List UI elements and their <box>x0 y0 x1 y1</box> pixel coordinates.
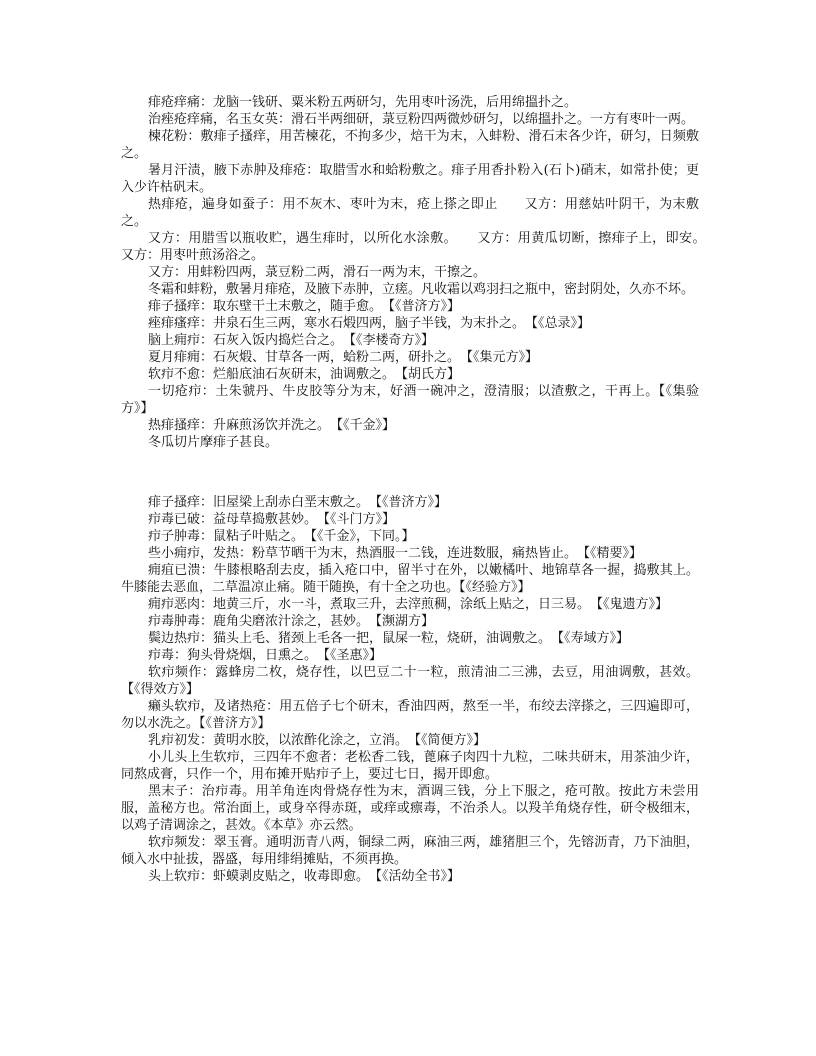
paragraph: 疖毒已破：益母草捣敷甚妙。 【《斗门方》】 <box>148 512 396 527</box>
paragraph: 又方：用蚌粉四两，菉豆粉二两，滑石一两为末，干擦之。 <box>148 265 487 280</box>
paragraph: 治痤疮痒痛，名玉女英：滑石半两细研，菉豆粉四两微炒研匀，以绵搵扑之。一方有枣叶一两。 <box>148 112 695 127</box>
paragraph: 冬瓜切片摩痱子甚良。 <box>148 435 279 450</box>
paragraph: 痱子搔痒：旧屋梁上刮赤白垩末敷之。 【《普济方》】 <box>148 495 448 510</box>
paragraph: 些小痈疖，发热：粉草节晒干为末，热酒服一二钱，连进数服，痛热皆止。 【《精要》】 <box>148 546 643 561</box>
paragraph: 鬓边热疖：猫头上毛、猪颈上毛各一把，鼠屎一粒，烧研，油调敷之。 【《寿域方》】 <box>148 631 630 646</box>
paragraph: 软疖不愈：烂船底油石灰研末，油调敷之。 【胡氏方】 <box>148 367 461 382</box>
paragraph: 冬霜和蚌粉，敷暑月痱疮，及腋下赤肿，立瘥。凡收霜以鸡羽扫之瓶中，密封阴处，久亦不坏。 <box>148 282 695 297</box>
paragraph: 夏月痱痈：石灰煅、甘草各一两，蛤粉二两，研扑之。 【《集元方》】 <box>148 350 539 365</box>
paragraph: 痱疮痒痛：龙脑一钱研、粟米粉五两研匀，先用枣叶汤洗，后用绵搵扑之。 <box>148 95 578 110</box>
paragraph: 痈疖恶肉：地黄三斤，水一斗，煮取三升，去滓煎稠，涂纸上贴之，日三易。 【《鬼遗方》】 <box>148 597 669 612</box>
paragraph: 小儿头上生软疖，三四年不愈者：老松香二钱，蓖麻子肉四十九粒，二味共研末，用茶油少许，同熬成膏，只作一个，用布摊开贴疖子上，要过七日，揭开即愈。 <box>121 750 699 782</box>
paragraph: 热痱搔痒：升麻煎汤饮并洗之。 【《千金》】 <box>148 418 396 433</box>
paragraph: 热痱疮，遍身如蚕子：用不灰木、枣叶为末，疮上搽之即止 又方：用慈姑叶阴干，为末敷之。 <box>121 197 699 229</box>
paragraph: 疖子肿毒：鼠粘子叶贴之。 【《千金》，下同。】 <box>148 529 415 544</box>
paragraph: 癞头软疖，及诸热疮：用五倍子七个研末，香油四两，熬至一半，布绞去滓搽之，三四遍即可，勿以水洗之。【《普济方》】 <box>121 699 699 731</box>
paragraph-gap <box>121 464 699 481</box>
document-page <box>121 94 726 885</box>
paragraph: 痈疽已溃：牛膝根略刮去皮，插入疮口中，留半寸在外，以嫩橘叶、地锦草各一握，捣敷其上。牛膝能去恶血，二草温凉止痛。随干随换，有十全之功也。【《经验方》】 <box>121 563 699 595</box>
paragraph: 暑月汗渍，腋下赤肿及痱疮：取腊雪水和蛤粉敷之。痱子用香扑粉入(石卜)硝末，如常扑使；更入少许枯矾末。 <box>121 163 699 195</box>
paragraph: 一切疮疖：土朱虢丹、牛皮胶等分为末，好酒一碗冲之，澄清服；以渣敷之，干再上。【《集验方》】 <box>121 384 699 416</box>
paragraph: 头上软疖：虾蟆剥皮贴之，收毒即愈。 【《活幼全书》】 <box>148 869 461 884</box>
paragraph: 痱子搔痒：取东壁干土末敷之，随手愈。 【《普济方》】 <box>148 299 461 314</box>
paragraph: 痤痱瘙痒：井泉石生三两，寒水石煅四两，脑子半钱，为末扑之。 【《总录》】 <box>148 316 591 331</box>
paragraph: 黑末子：治疖毒。用羊角连肉骨烧存性为末，酒调三钱，分上下服之，疮可散。按此方未尝用服，盖秘方也。常治面上，或身卒得赤斑，或痒或瘭毒，不治杀人。以羖羊角烧存性，研令极细末，以鸡子清调涂之，甚效。《本草》亦云然。 <box>121 784 699 833</box>
paragraph: 脑上痈疖：石灰入饭内捣烂合之。 【《李楼奇方》】 <box>148 333 435 348</box>
paragraph: 又方：用腊雪以瓶收贮，遇生痱时，以所化水涂敷。 又方：用黄瓜切断，擦痱子上，即安。 又方：用枣叶煎汤浴之。 <box>121 231 726 263</box>
paragraph: 楝花粉：敷痱子搔痒，用苦楝花，不拘多少，焙干为末，入蚌粉、滑石末各少许，研匀，日频敷之。 <box>121 129 699 161</box>
paragraph: 疖毒：狗头骨烧烟，日熏之。 【《圣惠》】 <box>148 648 383 663</box>
paragraph: 软疖频发：翠玉膏。通明沥青八两，铜绿二两，麻油三两，雄猪胆三个，先镕沥青，乃下油胆，倾入水中扯拔，器盛，每用绯绢摊贴，不须再换。 <box>121 835 699 867</box>
paragraph: 乳疖初发：黄明水胶，以浓酢化涂之，立消。 【《简便方》】 <box>148 733 487 748</box>
paragraph: 疖毒肿毒：鹿角尖磨浓汁涂之，甚妙。 【濒湖方】 <box>148 614 435 629</box>
paragraph: 软疖频作：露蜂房二枚，烧存性，以巴豆二十一粒，煎清油二三沸，去豆，用油调敷，甚效。【《得效方》】 <box>121 665 699 697</box>
